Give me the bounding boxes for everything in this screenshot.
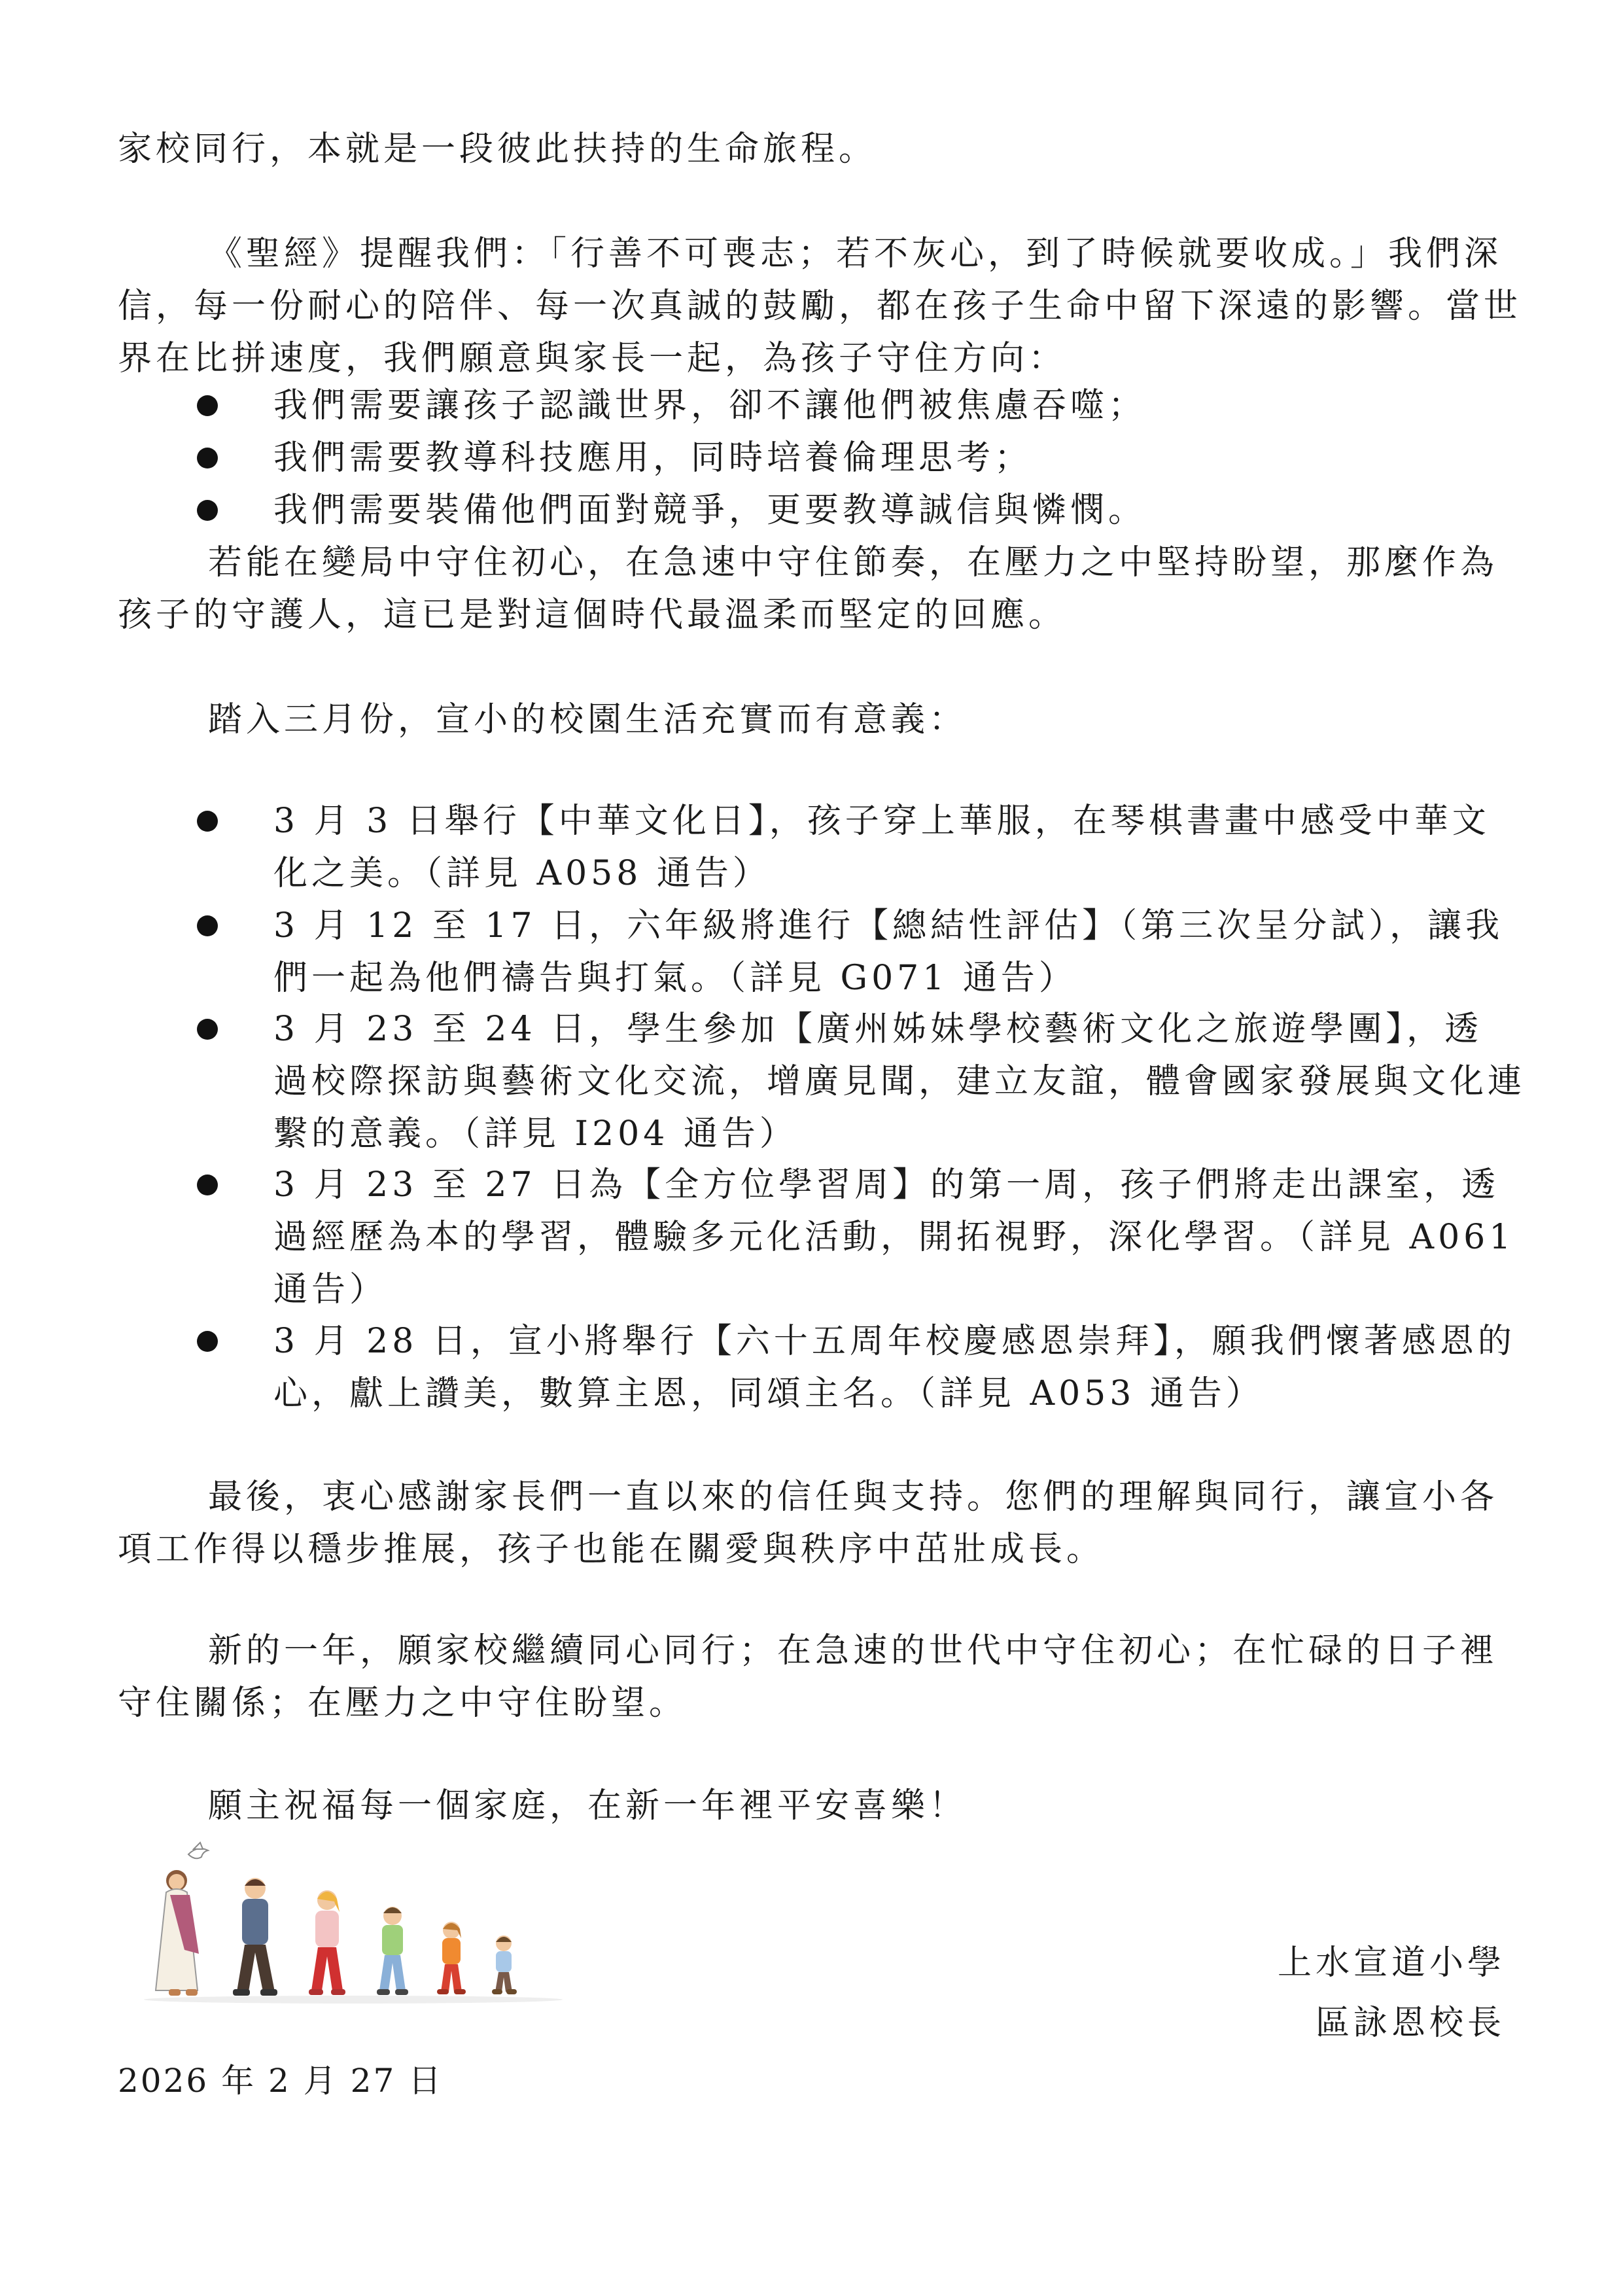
principal-name: 區詠恩校長 bbox=[1315, 2004, 1505, 2043]
scripture-line-1: 《聖經》提醒我們：「行善不可喪志；若不灰心，到了時候就要收成。」我們深 bbox=[208, 234, 1503, 274]
school-name: 上水宣道小學 bbox=[1277, 1943, 1505, 1983]
commitment-item: 我們需要教導科技應用，同時培養倫理思考； bbox=[273, 438, 1033, 478]
commitment-item: 我們需要裝備他們面對競爭，更要教導誠信與憐憫。 bbox=[273, 491, 1147, 530]
scripture-line-3: 界在比拼速度，我們願意與家長一起，為孩子守住方向： bbox=[118, 339, 1067, 378]
bullet-icon bbox=[197, 500, 218, 521]
bullet-icon bbox=[197, 915, 218, 936]
child-figure bbox=[377, 1907, 408, 1995]
event-line: 通告） bbox=[273, 1270, 388, 1309]
event-line: 心，獻上讚美，數算主恩，同頌主名。（詳見 A053 通告） bbox=[273, 1374, 1264, 1413]
blessing-line: 願主祝福每一個家庭，在新一年裡平安喜樂！ bbox=[208, 1786, 968, 1826]
thanks-line-2: 項工作得以穩步推展，孩子也能在關愛與秩序中茁壯成長。 bbox=[118, 1530, 1105, 1569]
jesus-figure bbox=[156, 1870, 199, 1996]
newyear-line-1: 新的一年，願家校繼續同心同行；在急速的世代中守住初心；在忙碌的日子裡 bbox=[208, 1631, 1499, 1670]
bullet-icon bbox=[197, 448, 218, 468]
event-line: 3 月 23 至 27 日為【全方位學習周】的第一周，孩子們將走出課室，透 bbox=[273, 1165, 1500, 1205]
child-figure bbox=[233, 1878, 277, 1996]
hope-line-2: 孩子的守護人，這已是對這個時代最溫柔而堅定的回應。 bbox=[118, 595, 1067, 635]
event-line: 3 月 28 日，宣小將舉行【六十五周年校慶感恩崇拜】，願我們懷著感恩的 bbox=[273, 1322, 1516, 1361]
event-line: 過校際探訪與藝術文化交流，增廣見聞，建立友誼，體會國家發展與文化連 bbox=[273, 1062, 1526, 1101]
intro-line: 家校同行，本就是一段彼此扶持的生命旅程。 bbox=[118, 130, 877, 169]
thanks-line-1: 最後，衷心感謝家長們一直以來的信任與支持。您們的理解與同行，讓宣小各 bbox=[208, 1477, 1499, 1517]
event-line: 化之美。（詳見 A058 通告） bbox=[273, 854, 771, 893]
event-line: 們一起為他們禱告與打氣。（詳見 G071 通告） bbox=[273, 959, 1077, 998]
letter-date: 2026 年 2 月 27 日 bbox=[118, 2062, 444, 2100]
jesus-with-children-illustration bbox=[131, 1840, 589, 2036]
event-line: 3 月 23 至 24 日，學生參加【廣州姊妹學校藝術文化之旅遊學團】，透 bbox=[273, 1010, 1483, 1049]
scripture-line-2: 信，每一份耐心的陪伴、每一次真誠的鼓勵，都在孩子生命中留下深遠的影響。當世 bbox=[118, 287, 1522, 326]
bullet-icon bbox=[197, 811, 218, 832]
march-heading: 踏入三月份，宣小的校園生活充實而有意義： bbox=[208, 700, 968, 739]
child-figure bbox=[437, 1922, 466, 1994]
event-line: 過經歷為本的學習，體驗多元化活動，開拓視野，深化學習。（詳見 A061 bbox=[273, 1218, 1515, 1257]
event-line: 繫的意義。（詳見 I204 通告） bbox=[273, 1114, 797, 1154]
child-figure bbox=[492, 1935, 517, 1994]
event-line: 3 月 3 日舉行【中華文化日】，孩子穿上華服，在琴棋書畫中感受中華文 bbox=[273, 802, 1490, 841]
commitment-item: 我們需要讓孩子認識世界，卻不讓他們被焦慮吞噬； bbox=[273, 386, 1147, 425]
bullet-icon bbox=[197, 395, 218, 416]
bullet-icon bbox=[197, 1019, 218, 1040]
bullet-icon bbox=[197, 1331, 218, 1352]
event-line: 3 月 12 至 17 日，六年級將進行【總結性評估】（第三次呈分試），讓我 bbox=[273, 906, 1504, 945]
newyear-line-2: 守住關係；在壓力之中守住盼望。 bbox=[118, 1684, 688, 1723]
hope-line-1: 若能在變局中守住初心，在急速中守住節奏，在壓力之中堅持盼望，那麼作為 bbox=[208, 543, 1499, 582]
child-figure bbox=[309, 1890, 345, 1995]
dove-icon bbox=[188, 1843, 208, 1858]
bullet-icon bbox=[197, 1174, 218, 1195]
